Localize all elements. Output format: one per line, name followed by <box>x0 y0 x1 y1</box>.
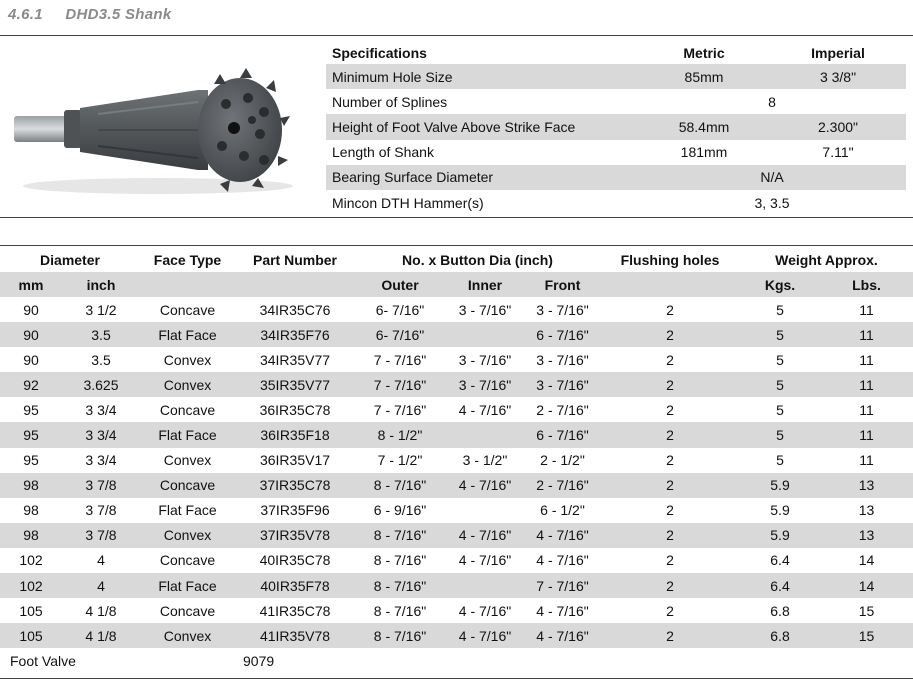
cell-face-type: Flat Face <box>140 322 235 347</box>
spec-row-foot-valve-height <box>326 114 906 139</box>
cell-outer: 7 - 7/16" <box>355 372 445 397</box>
cell-front: 4 - 7/16" <box>536 552 589 569</box>
foot-valve-part: 9079 <box>243 652 275 669</box>
cell-lbs: 11 <box>859 452 874 469</box>
cell-flushing-holes: 2 <box>666 502 674 519</box>
cell-inner <box>445 573 525 598</box>
cell-inner: 3 - 1/2" <box>462 452 508 469</box>
spec-metric: 85mm <box>638 64 770 89</box>
bit-row <box>0 598 913 623</box>
foot-valve-label: Foot Valve <box>10 652 76 669</box>
cell-flushing-holes: 2 <box>666 301 674 318</box>
dth-hammer-bit-image <box>8 68 298 198</box>
cell-inner <box>445 422 525 447</box>
cell-kgs: 5 <box>740 372 820 397</box>
cell-outer: 6- 7/16" <box>375 301 425 318</box>
cell-kgs: 6.8 <box>770 602 790 619</box>
cell-mm: 102 <box>19 552 43 569</box>
cell-inner <box>445 322 525 347</box>
cell-mm: 98 <box>0 523 62 548</box>
cell-mm: 105 <box>19 602 43 619</box>
cell-lbs: 15 <box>858 602 875 619</box>
spec-row-minimum-hole-size <box>326 64 906 89</box>
bit-row <box>0 347 913 372</box>
cell-face-type: Convex <box>140 623 235 648</box>
spec-merged-value: N/A <box>638 165 906 190</box>
spec-label: Length of Shank <box>332 144 434 161</box>
cell-inner: 4 - 7/16" <box>458 552 512 569</box>
subheader-kgs: Kgs. <box>740 272 820 297</box>
cell-face-type: Convex <box>140 372 235 397</box>
cell-kgs: 5.9 <box>740 473 820 498</box>
header-flushing-holes: Flushing holes <box>620 252 720 268</box>
subheader-inner: Inner <box>445 272 525 297</box>
cell-face-type: Concave <box>159 301 216 318</box>
bit-row <box>0 322 913 347</box>
spec-metric: 58.4mm <box>638 114 770 139</box>
cell-part-number: 37IR35F96 <box>260 502 330 519</box>
cell-part-number: 41IR35V78 <box>235 623 355 648</box>
cell-flushing-holes: 2 <box>600 422 740 447</box>
bit-rows <box>0 297 913 648</box>
cell-lbs: 11 <box>820 322 913 347</box>
cell-part-number: 40IR35F78 <box>235 573 355 598</box>
cell-flushing-holes: 2 <box>666 351 674 368</box>
cell-outer: 8 - 7/16" <box>355 623 445 648</box>
foot-valve-blank <box>140 648 235 673</box>
cell-part-number: 40IR35C78 <box>259 552 331 569</box>
cell-outer: 7 - 7/16" <box>373 351 427 368</box>
cell-part-number: 36IR35V17 <box>259 452 331 469</box>
cell-flushing-holes: 2 <box>666 602 674 619</box>
cell-face-type: Convex <box>163 351 212 368</box>
subheader-mm: mm <box>0 272 62 297</box>
section-number: 4.6.1 <box>8 6 43 23</box>
cell-lbs: 15 <box>820 623 913 648</box>
subheader-inch: inch <box>62 272 140 297</box>
subheader-blank <box>600 272 740 297</box>
subheader-outer: Outer <box>355 272 445 297</box>
cell-lbs: 11 <box>859 301 874 318</box>
sub-header-row <box>0 272 913 297</box>
cell-lbs: 13 <box>820 523 913 548</box>
cell-face-type: Convex <box>140 523 235 548</box>
cell-mm: 105 <box>0 623 62 648</box>
cell-inner: 4 - 7/16" <box>458 602 512 619</box>
mid-rule <box>0 217 913 218</box>
subheader-front: Front <box>525 272 600 297</box>
cell-front: 6 - 1/2" <box>540 502 585 519</box>
cell-front: 6 - 7/16" <box>525 422 600 447</box>
bit-row <box>0 372 913 397</box>
specifications-table <box>326 42 906 215</box>
cell-lbs: 11 <box>859 351 874 368</box>
header-part-number: Part Number <box>252 252 338 268</box>
spec-merged-value: 3, 3.5 <box>754 194 790 211</box>
cell-mm: 90 <box>23 301 39 318</box>
cell-face-type: Flat Face <box>158 502 217 519</box>
cell-part-number: 37IR35C78 <box>235 473 355 498</box>
spec-row-number-of-splines <box>326 89 906 114</box>
cell-inch: 3 7/8 <box>85 502 117 519</box>
cell-front: 4 - 7/16" <box>525 523 600 548</box>
header-diameter: Diameter <box>40 252 100 268</box>
cell-part-number: 35IR35V77 <box>235 372 355 397</box>
bottom-rule <box>0 678 913 679</box>
header-face-type: Face Type <box>153 252 222 268</box>
cell-flushing-holes: 2 <box>666 452 674 469</box>
cell-kgs: 6.4 <box>770 552 790 569</box>
cell-front: 3 - 7/16" <box>536 301 589 318</box>
cell-mm: 90 <box>0 322 62 347</box>
group-header-row <box>0 248 913 272</box>
spec-header-metric: Metric <box>683 45 725 61</box>
cell-kgs: 5 <box>776 351 784 368</box>
subheader-blank <box>140 272 235 297</box>
cell-outer: 6 - 9/16" <box>373 502 427 519</box>
cell-mm: 95 <box>23 452 39 469</box>
header-weight: Weight Approx. <box>775 252 878 268</box>
cell-inch: 3 1/2 <box>85 301 117 318</box>
cell-kgs: 5 <box>740 422 820 447</box>
cell-part-number: 36IR35F18 <box>235 422 355 447</box>
cell-inner: 4 - 7/16" <box>445 623 525 648</box>
cell-outer: 8 - 7/16" <box>355 573 445 598</box>
cell-inch: 3.5 <box>62 322 140 347</box>
cell-inch: 4 <box>62 573 140 598</box>
cell-outer: 8 - 1/2" <box>355 422 445 447</box>
cell-flushing-holes: 2 <box>600 372 740 397</box>
header-button-dia: No. x Button Dia (inch) <box>402 252 553 268</box>
spec-label: Number of Splines <box>332 93 448 110</box>
bit-row <box>0 473 913 498</box>
cell-flushing-holes: 2 <box>600 322 740 347</box>
cell-kgs: 5 <box>776 452 784 469</box>
cell-face-type: Convex <box>163 452 212 469</box>
cell-mm: 92 <box>0 372 62 397</box>
cell-flushing-holes: 2 <box>600 573 740 598</box>
cell-front: 3 - 7/16" <box>525 372 600 397</box>
cell-lbs: 13 <box>820 473 913 498</box>
cell-part-number: 41IR35C78 <box>259 602 331 619</box>
cell-mm: 98 <box>23 502 39 519</box>
section-title: DHD3.5 Shank <box>65 6 172 23</box>
cell-lbs: 14 <box>858 552 875 569</box>
cell-kgs: 5.9 <box>770 502 790 519</box>
spec-header-specifications: Specifications <box>332 45 427 61</box>
cell-inch: 4 1/8 <box>62 623 140 648</box>
spec-row-length-of-shank <box>326 140 906 165</box>
cell-front: 6 - 7/16" <box>525 322 600 347</box>
dth-hammer-bit-icon <box>8 68 298 198</box>
spec-header-imperial: Imperial <box>811 45 865 61</box>
cell-kgs: 6.4 <box>740 573 820 598</box>
cell-lbs: 11 <box>820 422 913 447</box>
table-top-rule <box>0 245 913 246</box>
cell-front: 4 - 7/16" <box>536 602 589 619</box>
cell-face-type: Flat Face <box>140 422 235 447</box>
spec-header-row <box>326 42 906 64</box>
cell-outer: 6- 7/16" <box>355 322 445 347</box>
bit-row <box>0 548 913 573</box>
spec-row-bearing-surface-diameter <box>326 165 906 190</box>
cell-lbs: 11 <box>820 372 913 397</box>
cell-part-number: 37IR35V78 <box>235 523 355 548</box>
cell-outer: 8 - 7/16" <box>373 552 427 569</box>
cell-part-number: 36IR35C78 <box>259 401 331 418</box>
cell-front: 7 - 7/16" <box>525 573 600 598</box>
cell-outer: 8 - 7/16" <box>355 473 445 498</box>
cell-inner: 3 - 7/16" <box>445 372 525 397</box>
cell-flushing-holes: 2 <box>666 401 674 418</box>
cell-kgs: 5.9 <box>740 523 820 548</box>
cell-mm: 95 <box>23 401 39 418</box>
spec-imperial: 3 3/8" <box>770 64 906 89</box>
cell-kgs: 5 <box>776 401 784 418</box>
cell-part-number: 34IR35V77 <box>259 351 331 368</box>
bit-row <box>0 623 913 648</box>
spec-imperial: 7.11" <box>822 144 854 161</box>
cell-flushing-holes: 2 <box>666 552 674 569</box>
bit-row <box>0 422 913 447</box>
cell-front: 2 - 7/16" <box>536 401 589 418</box>
cell-inner <box>445 498 525 523</box>
cell-kgs: 5 <box>776 301 784 318</box>
cell-lbs: 11 <box>859 401 874 418</box>
foot-valve-row <box>0 648 913 673</box>
cell-part-number: 34IR35C76 <box>259 301 331 318</box>
bit-row <box>0 397 913 422</box>
cell-face-type: Concave <box>159 401 216 418</box>
cell-face-type: Flat Face <box>140 573 235 598</box>
cell-mm: 90 <box>23 351 39 368</box>
cell-front: 4 - 7/16" <box>525 623 600 648</box>
bit-specifications-table <box>0 248 913 673</box>
spec-imperial: 2.300" <box>770 114 906 139</box>
cell-inner: 4 - 7/16" <box>445 473 525 498</box>
cell-flushing-holes: 2 <box>600 623 740 648</box>
spec-merged-value: 8 <box>768 93 776 110</box>
subheader-blank <box>235 272 355 297</box>
cell-mm: 95 <box>0 422 62 447</box>
cell-flushing-holes: 2 <box>600 523 740 548</box>
cell-inch: 4 1/8 <box>85 602 117 619</box>
cell-inch: 3 7/8 <box>62 473 140 498</box>
bit-row <box>0 297 913 322</box>
section-heading <box>8 6 171 23</box>
cell-mm: 102 <box>0 573 62 598</box>
cell-inch: 3.625 <box>62 372 140 397</box>
foot-valve-blank <box>355 648 913 673</box>
bit-row <box>0 573 913 598</box>
spec-label: Bearing Surface Diameter <box>326 165 638 190</box>
cell-front: 3 - 7/16" <box>536 351 589 368</box>
cell-front: 2 - 1/2" <box>540 452 585 469</box>
bit-row <box>0 448 913 473</box>
cell-inch: 3 3/4 <box>85 452 117 469</box>
cell-face-type: Concave <box>140 473 235 498</box>
subheader-lbs: Lbs. <box>820 272 913 297</box>
spec-label: Mincon DTH Hammer(s) <box>332 194 484 211</box>
cell-front: 2 - 7/16" <box>525 473 600 498</box>
cell-lbs: 14 <box>820 573 913 598</box>
cell-inner: 3 - 7/16" <box>458 301 512 318</box>
cell-lbs: 13 <box>858 502 875 519</box>
cell-outer: 7 - 7/16" <box>373 401 427 418</box>
spec-label: Minimum Hole Size <box>326 64 638 89</box>
cell-inch: 3 7/8 <box>62 523 140 548</box>
top-rule <box>0 35 913 36</box>
cell-face-type: Concave <box>159 602 216 619</box>
spec-metric: 181mm <box>680 144 728 161</box>
cell-kgs: 5 <box>740 322 820 347</box>
cell-inch: 3 3/4 <box>62 422 140 447</box>
spec-row-mincon-dth-hammers <box>326 190 906 215</box>
cell-inch: 4 <box>97 552 105 569</box>
cell-part-number: 34IR35F76 <box>235 322 355 347</box>
bit-row <box>0 498 913 523</box>
cell-inch: 3 3/4 <box>85 401 117 418</box>
cell-face-type: Concave <box>159 552 216 569</box>
cell-mm: 98 <box>0 473 62 498</box>
cell-outer: 8 - 7/16" <box>373 602 427 619</box>
cell-inner: 3 - 7/16" <box>458 351 512 368</box>
cell-inch: 3.5 <box>91 351 111 368</box>
spec-label: Height of Foot Valve Above Strike Face <box>326 114 638 139</box>
bit-row <box>0 523 913 548</box>
cell-outer: 8 - 7/16" <box>355 523 445 548</box>
cell-kgs: 6.8 <box>740 623 820 648</box>
cell-inner: 4 - 7/16" <box>458 401 512 418</box>
cell-flushing-holes: 2 <box>600 473 740 498</box>
cell-outer: 7 - 1/2" <box>377 452 423 469</box>
cell-inner: 4 - 7/16" <box>445 523 525 548</box>
